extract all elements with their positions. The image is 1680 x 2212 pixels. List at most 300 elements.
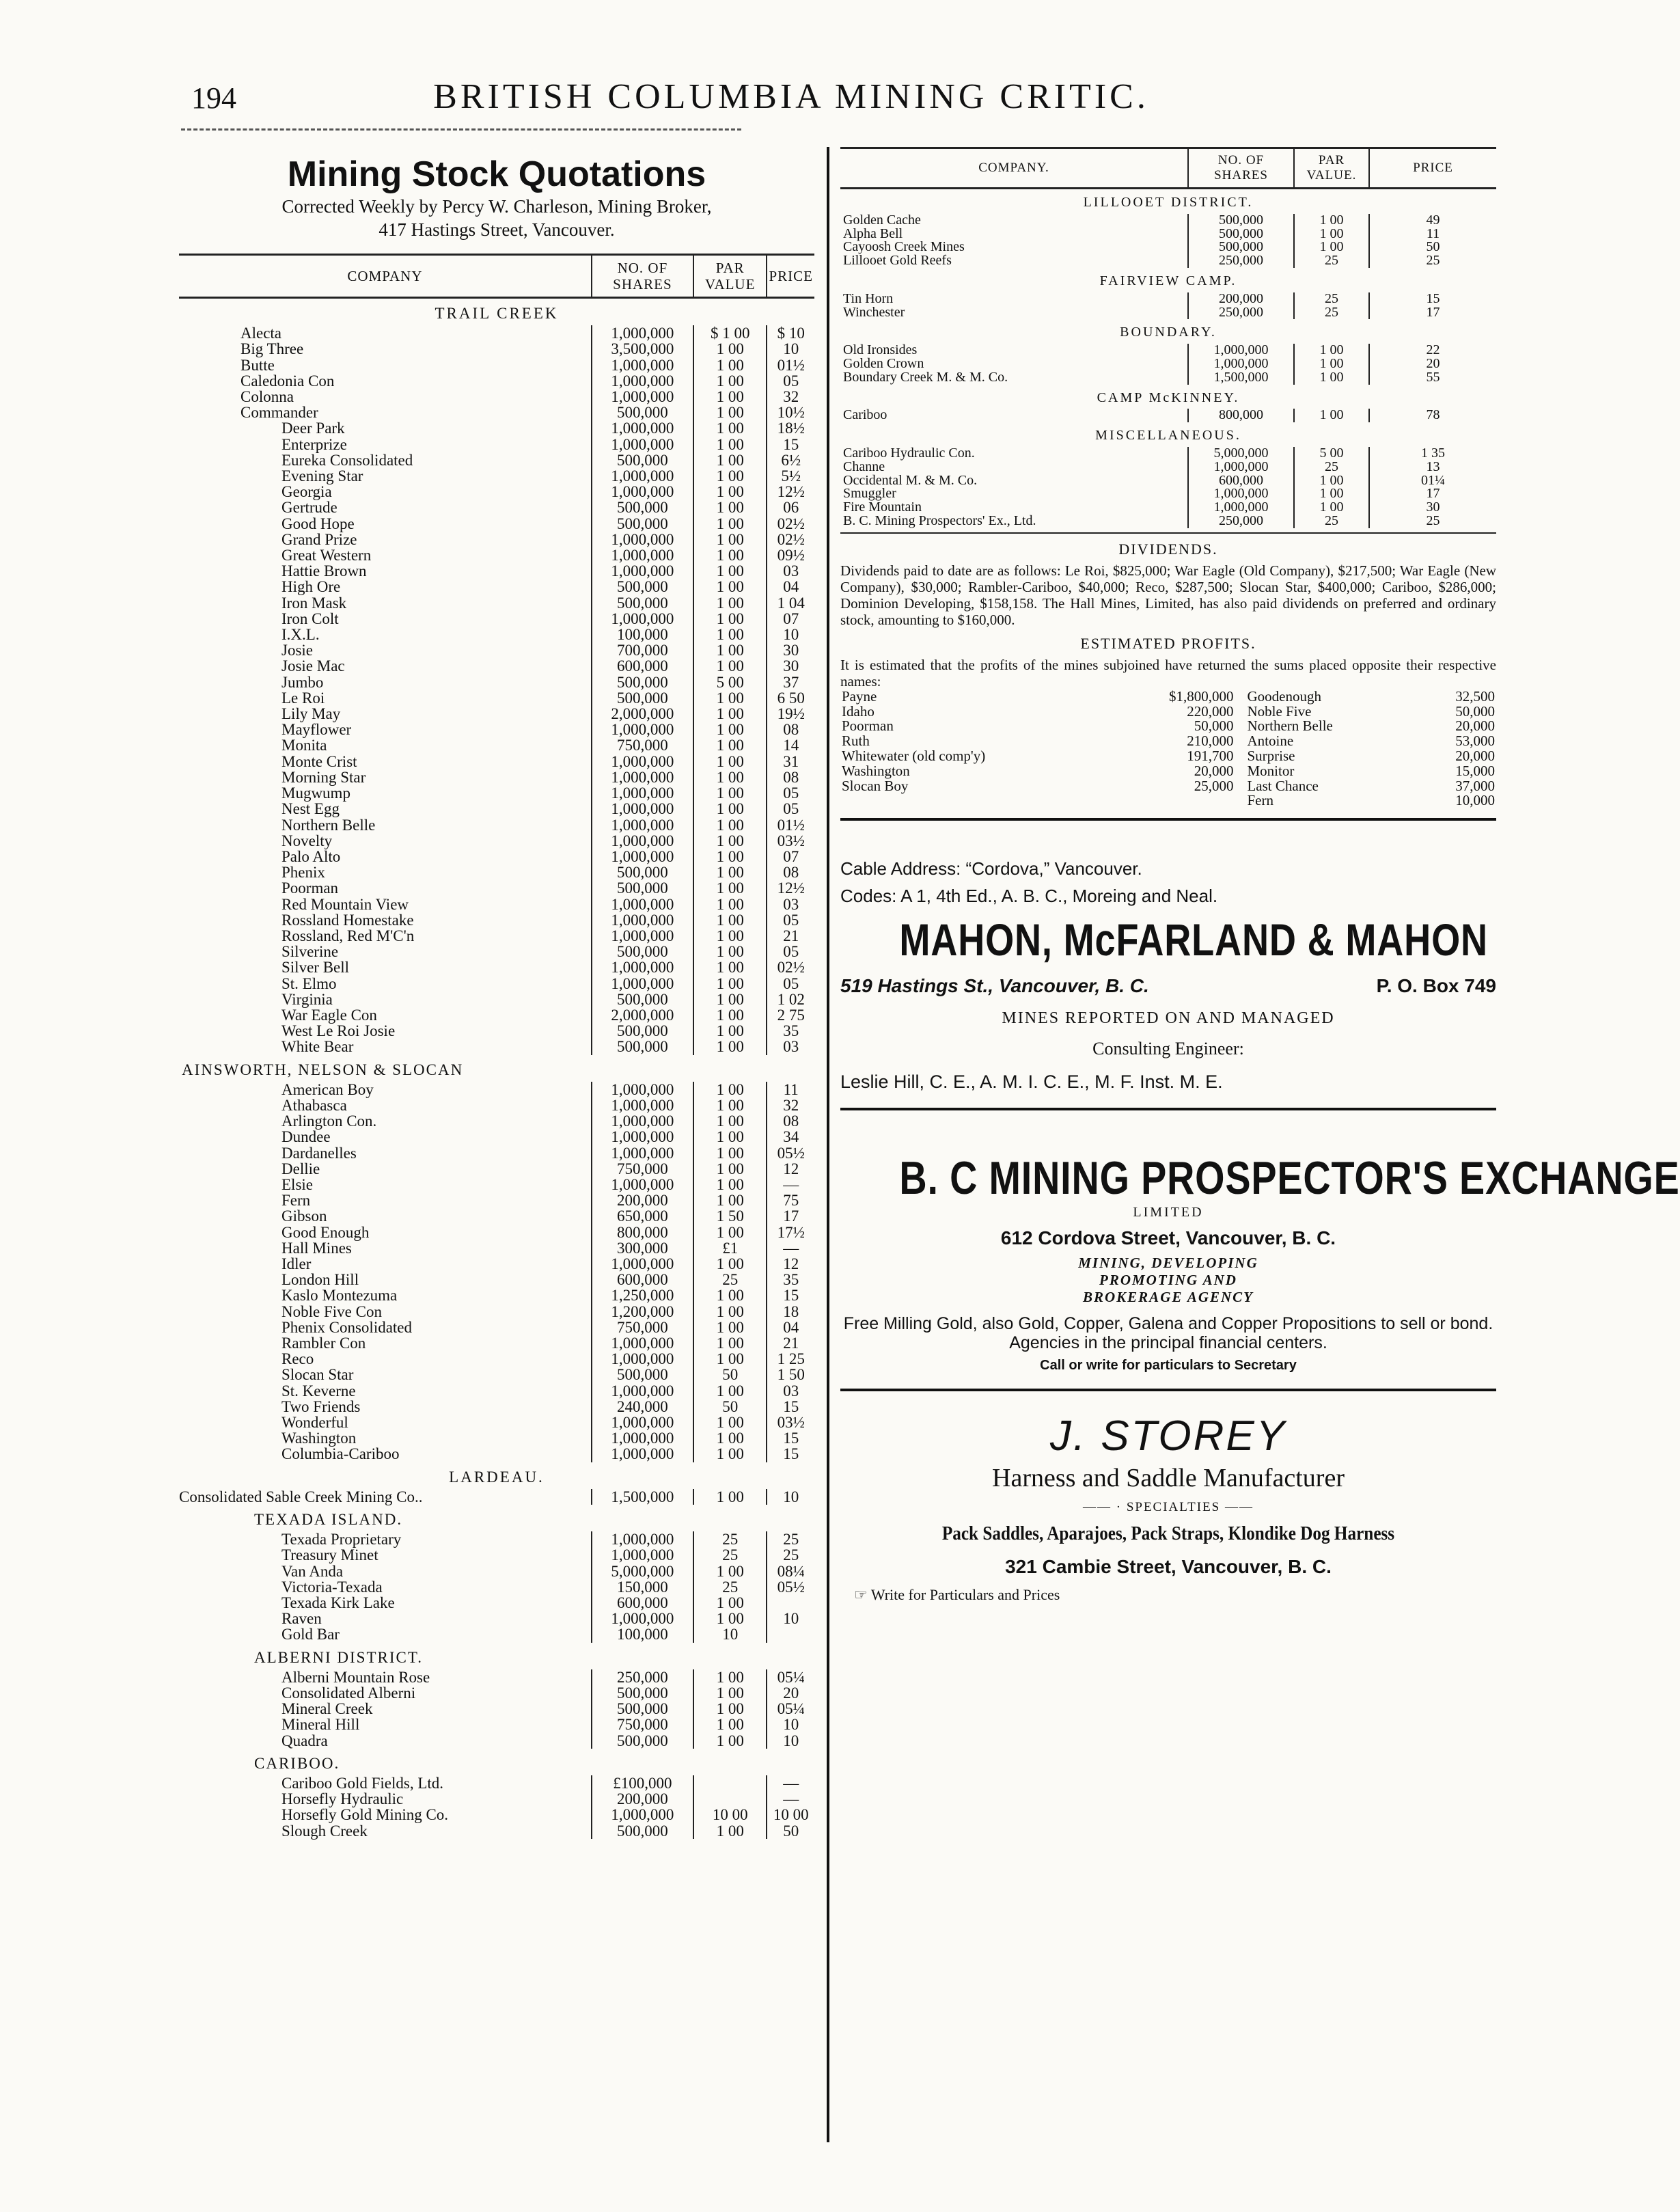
price-cell: 03½: [767, 1415, 814, 1430]
cable-address: Cable Address: “Cordova,” Vancouver.: [840, 858, 1142, 879]
shares-cell: 1,000,000: [592, 325, 693, 341]
par-value-cell: 1 00: [693, 1595, 767, 1611]
shares-cell: 1,000,000: [592, 1256, 693, 1272]
section-heading: LILLOOET DISTRICT.: [1083, 195, 1254, 210]
storey-trade: Harness and Saddle Manufacturer: [992, 1464, 1345, 1493]
par-value-cell: 1 00: [693, 785, 767, 801]
company-name: Two Friends: [281, 1397, 361, 1415]
par-value-cell: 1 00: [693, 690, 767, 706]
shares-cell: 500,000: [592, 992, 693, 1007]
company-name: Monte Crist: [281, 752, 357, 770]
table-row: [179, 1531, 814, 1547]
company-name: B. C. Mining Prospectors' Ex., Ltd.: [843, 513, 1036, 528]
section-heading-row: [179, 1462, 814, 1489]
shares-cell: 750,000: [592, 1717, 693, 1732]
shares-cell: 500,000: [592, 864, 693, 880]
table-row: [179, 1007, 814, 1023]
price-cell: 32: [767, 389, 814, 405]
exchange-body: Free Milling Gold, also Gold, Copper, Galena and Copper Propositions to sell or bond. Agencies in the principal financial centers.: [843, 1314, 1493, 1353]
table-row: [179, 532, 814, 547]
company-name: Morning Star: [281, 768, 366, 786]
table-row: [179, 547, 814, 563]
storey-items: Pack Saddles, Aparajoes, Pack Straps, Klondike Dog Harness: [941, 1523, 1395, 1545]
table-row: [179, 817, 814, 833]
mine-name: Monitor: [1247, 762, 1295, 779]
company-name: Big Three: [240, 340, 304, 358]
shares-cell: 250,000: [1188, 515, 1294, 528]
price-cell: 13: [1369, 461, 1496, 474]
section-heading: BOUNDARY.: [1120, 325, 1217, 340]
par-value-cell: 10: [693, 1626, 767, 1642]
shares-cell: 650,000: [592, 1208, 693, 1224]
shares-cell: 1,000,000: [592, 769, 693, 785]
table-row: [179, 1192, 814, 1208]
par-value-cell: 1 00: [693, 1415, 767, 1430]
price-cell: 15: [767, 1430, 814, 1446]
price-cell: 75: [767, 1192, 814, 1208]
shares-cell: 1,000,000: [592, 912, 693, 928]
shares-cell: 2,000,000: [592, 1007, 693, 1023]
price-cell: 15: [1369, 292, 1496, 306]
profit-amount: 10,000: [1455, 792, 1495, 809]
shares-cell: 500,000: [592, 1823, 693, 1839]
table-row: [179, 1039, 814, 1054]
par-value-cell: 1 00: [693, 1177, 767, 1192]
price-cell: 25: [1369, 515, 1496, 528]
shares-cell: 1,250,000: [592, 1287, 693, 1303]
shares-cell: 1,000,000: [592, 1430, 693, 1446]
table-row: [179, 1669, 814, 1685]
column-header-par: PAR VALUE.: [1294, 148, 1369, 189]
price-cell: 30: [1369, 501, 1496, 515]
price-cell: 19½: [767, 706, 814, 722]
exchange-line-3: BROKERAGE AGENCY: [1082, 1289, 1254, 1306]
company-name: Consolidated Alberni: [281, 1684, 416, 1702]
price-cell: 25: [1369, 254, 1496, 268]
table-row: [840, 447, 1496, 461]
table-row: [179, 484, 814, 500]
table-row: [179, 912, 814, 928]
company-name: Dellie: [281, 1160, 320, 1177]
price-cell: 21: [767, 1335, 814, 1351]
table-row: [179, 706, 814, 722]
par-value-cell: 1 00: [693, 1489, 767, 1505]
company-name: Novelty: [281, 832, 333, 849]
mine-name: Payne: [842, 687, 877, 705]
company-name: Texada Kirk Lake: [281, 1594, 395, 1612]
table-row: [179, 1082, 814, 1097]
price-cell: 03: [767, 897, 814, 912]
company-name: Athabasca: [281, 1096, 347, 1114]
shares-cell: 1,000,000: [592, 801, 693, 817]
price-cell: 09½: [767, 547, 814, 563]
company-name: Iron Mask: [281, 594, 347, 612]
profits-row: [840, 689, 1496, 705]
shares-cell: 1,000,000: [1188, 501, 1294, 515]
table-row: [179, 516, 814, 532]
shares-cell: 100,000: [592, 1626, 693, 1642]
shares-cell: 750,000: [592, 1320, 693, 1335]
price-cell: 18½: [767, 420, 814, 436]
company-name: Rambler Con: [281, 1335, 366, 1352]
profit-amount: 50,000: [1194, 718, 1234, 735]
price-cell: 10: [767, 1489, 814, 1505]
price-cell: 10½: [767, 405, 814, 420]
par-value-cell: 1 00: [1294, 241, 1369, 254]
par-value-cell: 1 00: [1294, 214, 1369, 228]
table-row: [179, 833, 814, 849]
profits-row: [840, 749, 1496, 764]
shares-cell: 200,000: [592, 1791, 693, 1807]
company-name: Cayoosh Creek Mines: [843, 239, 965, 255]
shares-cell: 500,000: [592, 452, 693, 468]
table-row: [179, 754, 814, 769]
shares-cell: 500,000: [592, 579, 693, 595]
par-value-cell: 1 00: [693, 595, 767, 611]
shares-cell: 500,000: [1188, 241, 1294, 254]
price-cell: 17: [767, 1208, 814, 1224]
price-cell: 08: [767, 722, 814, 737]
price-cell: 15: [767, 1446, 814, 1462]
table-row: [179, 595, 814, 611]
storey-name: J. STOREY: [1049, 1412, 1287, 1460]
exchange-call: Call or write for particulars to Secretary: [1040, 1358, 1297, 1374]
par-value-cell: 1 00: [693, 722, 767, 737]
par-value-cell: $ 1 00: [693, 325, 767, 341]
shares-cell: 800,000: [1188, 409, 1294, 422]
price-cell: [767, 1626, 814, 1642]
firm-address: 519 Hastings St., Vancouver, B. C.: [840, 975, 1149, 997]
par-value-cell: 25: [1294, 515, 1369, 528]
par-value-cell: 1 00: [693, 1320, 767, 1335]
page-number: 194: [191, 81, 236, 115]
table-row: [179, 801, 814, 817]
price-cell: 50: [767, 1823, 814, 1839]
par-value-cell: 10 00: [693, 1807, 767, 1822]
table-row: [179, 992, 814, 1007]
company-name: Cariboo: [843, 407, 887, 423]
company-name: Colonna: [240, 388, 294, 406]
section-heading-row: [179, 1643, 814, 1669]
shares-cell: 1,000,000: [592, 959, 693, 975]
company-name: Phenix: [281, 864, 325, 882]
table-row: [179, 1240, 814, 1256]
shares-cell: 500,000: [592, 516, 693, 532]
price-cell: 15: [767, 437, 814, 452]
company-name: Palo Alto: [281, 847, 341, 865]
table-row: [179, 1287, 814, 1303]
shares-cell: 3,500,000: [592, 341, 693, 357]
price-cell: 04: [767, 1320, 814, 1335]
company-name: Quadra: [281, 1732, 328, 1749]
price-cell: 07: [767, 611, 814, 627]
shares-cell: 1,000,000: [592, 484, 693, 500]
profits-row: [840, 719, 1496, 734]
table-row: [179, 563, 814, 579]
par-value-cell: 1 00: [1294, 371, 1369, 385]
table-row: [179, 658, 814, 674]
par-value-cell: 1 00: [693, 658, 767, 674]
table-row: [179, 1775, 814, 1791]
table-row: [179, 1823, 814, 1839]
shares-cell: 1,000,000: [592, 1415, 693, 1430]
shares-cell: 5,000,000: [1188, 447, 1294, 461]
par-value-cell: 1 00: [693, 769, 767, 785]
company-name: Commander: [240, 404, 318, 422]
company-name: Treasury Minet: [281, 1546, 378, 1564]
section-heading-row: [840, 385, 1496, 409]
shares-cell: 1,000,000: [592, 976, 693, 992]
shares-cell: 1,000,000: [592, 611, 693, 627]
price-cell: 12: [767, 1161, 814, 1177]
profit-amount: 191,700: [1187, 747, 1234, 764]
shares-cell: 500,000: [592, 1685, 693, 1701]
par-value-cell: 1 00: [693, 373, 767, 389]
table-row: [179, 1208, 814, 1224]
company-name: Enterprize: [281, 435, 347, 453]
table-row: [179, 405, 814, 420]
company-name: Slocan Star: [281, 1366, 354, 1384]
section-heading-row: [179, 298, 814, 326]
table-row: [179, 1177, 814, 1192]
shares-cell: 500,000: [592, 674, 693, 690]
shares-cell: 1,000,000: [592, 1145, 693, 1161]
company-name: Le Roi: [281, 689, 325, 707]
shares-cell: 1,000,000: [592, 357, 693, 373]
section-heading: ALBERNI DISTRICT.: [254, 1648, 423, 1666]
company-name: Tin Horn: [843, 290, 894, 306]
left-column: [179, 147, 814, 1839]
profit-amount: $1,800,000: [1168, 687, 1234, 705]
table-row: [179, 864, 814, 880]
company-name: Golden Cache: [843, 212, 921, 228]
company-name: Lillooet Gold Reefs: [843, 253, 952, 269]
table-row: [840, 214, 1496, 228]
price-cell: 10: [767, 627, 814, 642]
par-value-cell: 1 00: [693, 801, 767, 817]
shares-cell: 1,500,000: [592, 1489, 693, 1505]
table-row: [179, 1145, 814, 1161]
table-row: [179, 1807, 814, 1822]
table-row: [840, 487, 1496, 501]
shares-cell: 500,000: [592, 880, 693, 896]
par-value-cell: 1 00: [693, 452, 767, 468]
company-name: St. Keverne: [281, 1382, 356, 1399]
table-row: [179, 1733, 814, 1749]
table-row: [179, 959, 814, 975]
par-value-cell: 1 00: [693, 1717, 767, 1732]
shares-cell: 600,000: [592, 1272, 693, 1287]
company-name: Reco: [281, 1350, 314, 1368]
price-cell: 6 50: [767, 690, 814, 706]
shares-cell: 1,000,000: [592, 1446, 693, 1462]
shares-cell: 250,000: [1188, 306, 1294, 320]
company-name: Virginia: [281, 990, 333, 1008]
par-value-cell: 1 50: [693, 1208, 767, 1224]
company-name: Old Ironsides: [843, 342, 918, 358]
price-cell: 25: [767, 1531, 814, 1547]
par-value-cell: 5 00: [1294, 447, 1369, 461]
par-value-cell: 1 00: [693, 468, 767, 484]
par-value-cell: 1 00: [693, 1256, 767, 1272]
company-name: Slough Creek: [281, 1822, 368, 1840]
par-value-cell: 1 00: [693, 547, 767, 563]
par-value-cell: 25: [1294, 254, 1369, 268]
price-cell: 03: [767, 1039, 814, 1054]
codes-line: Codes: A 1, 4th Ed., A. B. C., Moreing and Neal.: [840, 886, 1218, 907]
par-value-cell: 1 00: [693, 1192, 767, 1208]
company-name: Wonderful: [281, 1414, 348, 1432]
company-name: White Bear: [281, 1038, 354, 1056]
shares-cell: 1,000,000: [592, 1383, 693, 1399]
section-heading-row: [179, 1055, 814, 1082]
profits-row: [840, 779, 1496, 794]
storey-address: 321 Cambie Street, Vancouver, B. C.: [1005, 1556, 1332, 1578]
table-row: [179, 722, 814, 737]
par-value-cell: 1 00: [693, 1685, 767, 1701]
table-row: [179, 611, 814, 627]
company-name: Deer Park: [281, 420, 345, 437]
profit-amount: 210,000: [1187, 733, 1234, 750]
exchange-line-2: PROMOTING AND: [1099, 1272, 1237, 1289]
table-row: [179, 1023, 814, 1039]
company-name: Josie: [281, 642, 313, 659]
price-cell: 10: [767, 1611, 814, 1626]
par-value-cell: 1 00: [693, 389, 767, 405]
price-cell: 30: [767, 658, 814, 674]
price-cell: [767, 1595, 814, 1611]
price-cell: 6½: [767, 452, 814, 468]
company-name: Jumbo: [281, 673, 324, 691]
company-name: High Ore: [281, 578, 341, 596]
price-cell: —: [767, 1775, 814, 1791]
shares-cell: 250,000: [1188, 254, 1294, 268]
dividends-heading: DIVIDENDS.: [1118, 540, 1218, 558]
company-name: Lily May: [281, 705, 341, 723]
shares-cell: 800,000: [592, 1225, 693, 1240]
par-value-cell: 1 00: [693, 627, 767, 642]
par-value-cell: 1 00: [693, 706, 767, 722]
shares-cell: 1,000,000: [1188, 357, 1294, 371]
firm-name: MAHON, McFARLAND & MAHON: [899, 914, 1488, 966]
mine-name: Noble Five: [1247, 702, 1312, 720]
table-row: [179, 1446, 814, 1462]
par-value-cell: 1 00: [693, 976, 767, 992]
price-cell: 50: [1369, 241, 1496, 254]
shares-cell: 700,000: [592, 642, 693, 658]
price-cell: 5½: [767, 468, 814, 484]
table-row: [179, 674, 814, 690]
company-name: Victoria-Texada: [281, 1578, 383, 1596]
table-row: [179, 1113, 814, 1129]
shares-cell: 1,000,000: [592, 420, 693, 436]
shares-cell: 1,000,000: [592, 897, 693, 912]
mine-name: Poorman: [842, 718, 894, 735]
table-row: [179, 1611, 814, 1626]
price-cell: 03: [767, 563, 814, 579]
shares-cell: 300,000: [592, 1240, 693, 1256]
price-cell: 05: [767, 976, 814, 992]
company-name: Red Mountain View: [281, 895, 409, 913]
par-value-cell: 1 00: [693, 1446, 767, 1462]
par-value-cell: 1 00: [693, 1225, 767, 1240]
table-row: [179, 437, 814, 452]
par-value-cell: 1 00: [693, 1611, 767, 1626]
shares-cell: 1,200,000: [592, 1304, 693, 1320]
company-name: Georgia: [281, 483, 332, 501]
exchange-name: B. C MINING PROSPECTOR'S EXCHANGE: [899, 1152, 1680, 1205]
par-value-cell: £1: [693, 1240, 767, 1256]
par-value-cell: 25: [693, 1547, 767, 1563]
price-cell: 03½: [767, 833, 814, 849]
section-heading-row: [179, 1505, 814, 1531]
company-name: Rossland Homestake: [281, 911, 414, 929]
storey-write: ☞ Write for Particulars and Prices: [854, 1586, 1060, 1604]
table-row: [840, 515, 1496, 528]
price-cell: 07: [767, 849, 814, 864]
mine-name: Ruth: [842, 733, 870, 750]
shares-cell: 1,000,000: [592, 1177, 693, 1192]
table-row: [179, 1129, 814, 1145]
quotations-title: Mining Stock Quotations: [287, 154, 706, 194]
par-value-cell: 50: [693, 1399, 767, 1415]
table-row: [179, 1097, 814, 1113]
price-cell: 10: [767, 1717, 814, 1732]
price-cell: 12½: [767, 484, 814, 500]
par-value-cell: 1 00: [693, 1335, 767, 1351]
company-name: Great Western: [281, 547, 372, 564]
profit-amount: 220,000: [1187, 702, 1234, 720]
shares-cell: 2,000,000: [592, 706, 693, 722]
company-name: Iron Colt: [281, 610, 339, 627]
price-cell: 49: [1369, 214, 1496, 228]
company-name: Evening Star: [281, 467, 363, 485]
table-row: [840, 292, 1496, 306]
price-cell: 1 25: [767, 1351, 814, 1367]
shares-cell: 1,000,000: [1188, 344, 1294, 357]
par-value-cell: 1 00: [693, 1823, 767, 1839]
section-heading-row: [179, 1749, 814, 1775]
company-name: Raven: [281, 1610, 322, 1628]
par-value-cell: 1 00: [693, 1669, 767, 1685]
price-cell: 08: [767, 1113, 814, 1129]
price-cell: 34: [767, 1129, 814, 1145]
price-cell: 03: [767, 1383, 814, 1399]
profits-row: [840, 764, 1496, 779]
table-row: [179, 897, 814, 912]
price-cell: 15: [767, 1287, 814, 1303]
shares-cell: 1,000,000: [592, 754, 693, 769]
par-value-cell: 1 00: [693, 1023, 767, 1039]
price-cell: 20: [1369, 357, 1496, 371]
shares-cell: 1,000,000: [592, 833, 693, 849]
shares-cell: 500,000: [592, 1367, 693, 1382]
shares-cell: 1,000,000: [592, 547, 693, 563]
company-name: Texada Proprietary: [281, 1531, 402, 1548]
company-name: Silverine: [281, 943, 339, 961]
section-heading-row: [840, 422, 1496, 447]
table-row: [179, 944, 814, 959]
table-row: [179, 1383, 814, 1399]
company-name: Eureka Consolidated: [281, 451, 413, 469]
section-heading-row: [840, 268, 1496, 292]
table-row: [840, 371, 1496, 385]
company-name: Arlington Con.: [281, 1112, 377, 1130]
shares-cell: 1,000,000: [592, 437, 693, 452]
par-value-cell: 1 00: [693, 579, 767, 595]
company-name: Washington: [281, 1430, 357, 1447]
table-row: [179, 373, 814, 389]
